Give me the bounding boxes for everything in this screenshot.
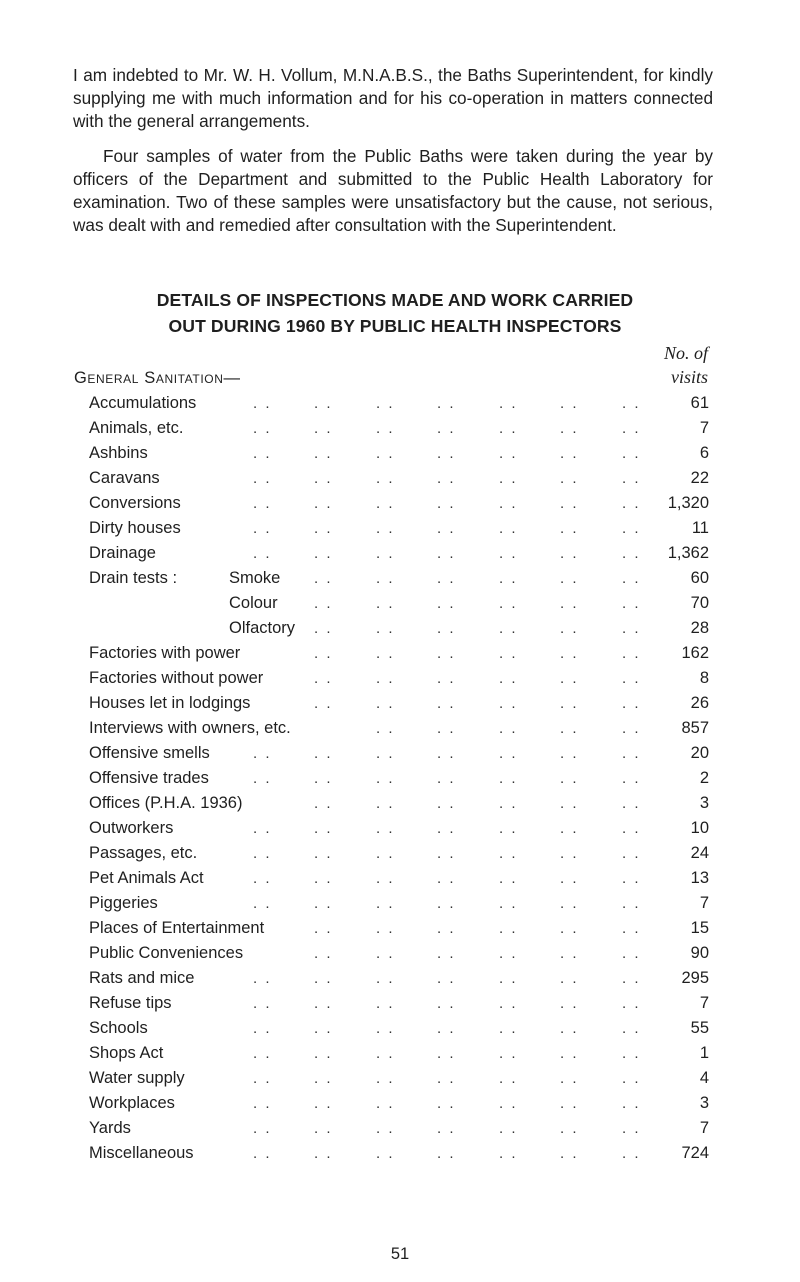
row-value: 3 bbox=[699, 1094, 709, 1112]
dot-leader: . . . . . . . . . . . . . . bbox=[253, 1145, 641, 1162]
row-value: 26 bbox=[690, 694, 709, 712]
row-label: Ashbins bbox=[89, 444, 148, 462]
row-value: 11 bbox=[691, 519, 709, 537]
table-row bbox=[0, 1141, 800, 1166]
table-row bbox=[0, 816, 800, 841]
row-value: 20 bbox=[690, 744, 709, 762]
table-row bbox=[0, 841, 800, 866]
row-label: Water supply bbox=[89, 1069, 185, 1087]
row-value: 22 bbox=[690, 469, 709, 487]
table-row bbox=[0, 491, 800, 516]
table-row bbox=[0, 1091, 800, 1116]
intro-paragraph: I am indebted to Mr. W. H. Vollum, M.N.A.B.S., the Baths Superintendent, for kindly supplying me with much information and for his co-operation in matters connected with the general arrangements. bbox=[73, 65, 713, 131]
row-value: 7 bbox=[699, 894, 709, 912]
section-heading-line-2: OUT DURING 1960 BY PUBLIC HEALTH INSPECTORS bbox=[168, 316, 622, 336]
dot-leader: . . . . . . . . . . . . . . bbox=[253, 770, 641, 787]
dot-leader: . . . . . . . . . . . . . . bbox=[253, 970, 641, 987]
row-label: Public Conveniences bbox=[89, 944, 244, 962]
dot-leader: . . . . . . . . . . . . bbox=[314, 595, 641, 612]
dot-leader: . . . . . . . . . . . . . . bbox=[253, 1095, 641, 1112]
table-row bbox=[0, 616, 800, 641]
table-row bbox=[0, 691, 800, 716]
row-label: Caravans bbox=[89, 469, 160, 487]
row-label: Miscellaneous bbox=[89, 1144, 194, 1162]
general-sanitation-label: General Sanitation— bbox=[74, 369, 241, 387]
row-sublabel: Olfactory bbox=[229, 619, 296, 637]
dot-leader: . . . . . . . . . . . . . . bbox=[253, 420, 641, 437]
row-label: Rats and mice bbox=[89, 969, 195, 987]
row-value: 1,362 bbox=[667, 544, 709, 562]
row-label: Outworkers bbox=[89, 819, 174, 837]
table-row bbox=[0, 741, 800, 766]
row-value: 13 bbox=[690, 869, 709, 887]
row-label: Piggeries bbox=[89, 894, 158, 912]
row-value: 2 bbox=[699, 769, 709, 787]
row-label: Passages, etc. bbox=[89, 844, 198, 862]
table-row bbox=[0, 966, 800, 991]
row-value: 24 bbox=[690, 844, 709, 862]
row-value: 724 bbox=[681, 1144, 709, 1162]
row-value: 4 bbox=[699, 1069, 709, 1087]
row-label: Accumulations bbox=[89, 394, 197, 412]
table-row bbox=[0, 416, 800, 441]
row-label: Drain tests : bbox=[89, 569, 178, 587]
row-value: 8 bbox=[699, 669, 709, 687]
row-value: 7 bbox=[699, 1119, 709, 1137]
table-row bbox=[0, 391, 800, 416]
dot-leader: . . . . . . . . . . . . . . bbox=[253, 995, 641, 1012]
dot-leader: . . . . . . . . . . . . . . bbox=[253, 395, 641, 412]
row-label: Workplaces bbox=[89, 1094, 175, 1112]
dot-leader: . . . . . . . . . . . . bbox=[314, 670, 641, 687]
dot-leader: . . . . . . . . . . . . bbox=[314, 645, 641, 662]
table-row bbox=[0, 1066, 800, 1091]
dot-leader: . . . . . . . . . . . . . . bbox=[253, 1120, 641, 1137]
dot-leader: . . . . . . . . . . . . bbox=[314, 920, 641, 937]
dot-leader: . . . . . . . . . . bbox=[376, 720, 641, 737]
row-label: Pet Animals Act bbox=[89, 869, 204, 887]
table-row bbox=[0, 666, 800, 691]
table-row bbox=[0, 516, 800, 541]
dot-leader: . . . . . . . . . . . . . . bbox=[253, 1045, 641, 1062]
row-value: 295 bbox=[681, 969, 709, 987]
row-label: Animals, etc. bbox=[89, 419, 184, 437]
dot-leader: . . . . . . . . . . . . bbox=[314, 795, 641, 812]
row-value: 90 bbox=[690, 944, 709, 962]
table-row bbox=[0, 891, 800, 916]
row-value: 1,320 bbox=[667, 494, 709, 512]
row-value: 10 bbox=[690, 819, 709, 837]
dot-leader: . . . . . . . . . . . . . . bbox=[253, 520, 641, 537]
table-row bbox=[0, 641, 800, 666]
row-value: 1 bbox=[699, 1044, 709, 1062]
table-row bbox=[0, 1116, 800, 1141]
water-samples-paragraph: Four samples of water from the Public Baths were taken during the year by officers of the Department and submitted to the Public Health Laboratory for examination. Two of these samples were unsatisfactory but the cause, not serious, was dealt with and remedied after consultation with the Superintendent. bbox=[73, 146, 713, 235]
row-value: 3 bbox=[699, 794, 709, 812]
row-label: Offensive trades bbox=[89, 769, 209, 787]
row-value: 28 bbox=[690, 619, 709, 637]
row-value: 55 bbox=[690, 1019, 709, 1037]
table-row bbox=[0, 441, 800, 466]
page-number: 51 bbox=[390, 1245, 410, 1263]
dot-leader: . . . . . . . . . . . . . . bbox=[253, 745, 641, 762]
table-row bbox=[0, 566, 800, 591]
section-heading-line-1: DETAILS OF INSPECTIONS MADE AND WORK CARRIED bbox=[156, 290, 634, 310]
table-row bbox=[0, 866, 800, 891]
row-label: Offensive smells bbox=[89, 744, 210, 762]
row-value: 70 bbox=[690, 594, 709, 612]
table-row bbox=[0, 541, 800, 566]
row-value: 857 bbox=[681, 719, 709, 737]
table-row bbox=[0, 466, 800, 491]
table-row bbox=[0, 1041, 800, 1066]
row-value: 7 bbox=[699, 994, 709, 1012]
row-label: Schools bbox=[89, 1019, 148, 1037]
dot-leader: . . . . . . . . . . . . bbox=[314, 695, 641, 712]
dot-leader: . . . . . . . . . . . . . . bbox=[253, 845, 641, 862]
row-label: Houses let in lodgings bbox=[89, 694, 251, 712]
dot-leader: . . . . . . . . . . . . bbox=[314, 620, 641, 637]
row-label: Places of Entertainment bbox=[89, 919, 265, 937]
column-header-no-of: No. of bbox=[663, 343, 708, 363]
table-row bbox=[0, 1016, 800, 1041]
row-value: 60 bbox=[690, 569, 709, 587]
dot-leader: . . . . . . . . . . . . bbox=[314, 570, 641, 587]
table-row bbox=[0, 791, 800, 816]
table-row bbox=[0, 716, 800, 741]
row-label: Factories without power bbox=[89, 669, 264, 687]
row-label: Shops Act bbox=[89, 1044, 164, 1062]
column-header-visits: visits bbox=[670, 367, 708, 387]
table-row bbox=[0, 991, 800, 1016]
row-value: 162 bbox=[681, 644, 709, 662]
dot-leader: . . . . . . . . . . . . . . bbox=[253, 495, 641, 512]
row-label: Conversions bbox=[89, 494, 181, 512]
table-row bbox=[0, 916, 800, 941]
dot-leader: . . . . . . . . . . . . . . bbox=[253, 870, 641, 887]
row-label: Offices (P.H.A. 1936) bbox=[89, 794, 243, 812]
row-value: 15 bbox=[690, 919, 709, 937]
dot-leader: . . . . . . . . . . . . . . bbox=[253, 1070, 641, 1087]
row-label: Refuse tips bbox=[89, 994, 172, 1012]
dot-leader: . . . . . . . . . . . . . . bbox=[253, 895, 641, 912]
row-label: Yards bbox=[89, 1119, 131, 1137]
row-label: Dirty houses bbox=[89, 519, 181, 537]
dot-leader: . . . . . . . . . . . . . . bbox=[253, 470, 641, 487]
row-value: 7 bbox=[699, 419, 709, 437]
dot-leader: . . . . . . . . . . . . . . bbox=[253, 1020, 641, 1037]
row-label: Drainage bbox=[89, 544, 156, 562]
dot-leader: . . . . . . . . . . . . bbox=[314, 945, 641, 962]
table-row bbox=[0, 941, 800, 966]
row-sublabel: Colour bbox=[229, 594, 278, 612]
dot-leader: . . . . . . . . . . . . . . bbox=[253, 820, 641, 837]
dot-leader: . . . . . . . . . . . . . . bbox=[253, 545, 641, 562]
row-value: 6 bbox=[699, 444, 709, 462]
row-value: 61 bbox=[690, 394, 709, 412]
dot-leader: . . . . . . . . . . . . . . bbox=[253, 445, 641, 462]
row-label: Factories with power bbox=[89, 644, 241, 662]
inspection-table bbox=[0, 391, 800, 1166]
table-row bbox=[0, 591, 800, 616]
row-sublabel: Smoke bbox=[229, 569, 281, 587]
row-label: Interviews with owners, etc. bbox=[89, 719, 291, 737]
table-row bbox=[0, 766, 800, 791]
